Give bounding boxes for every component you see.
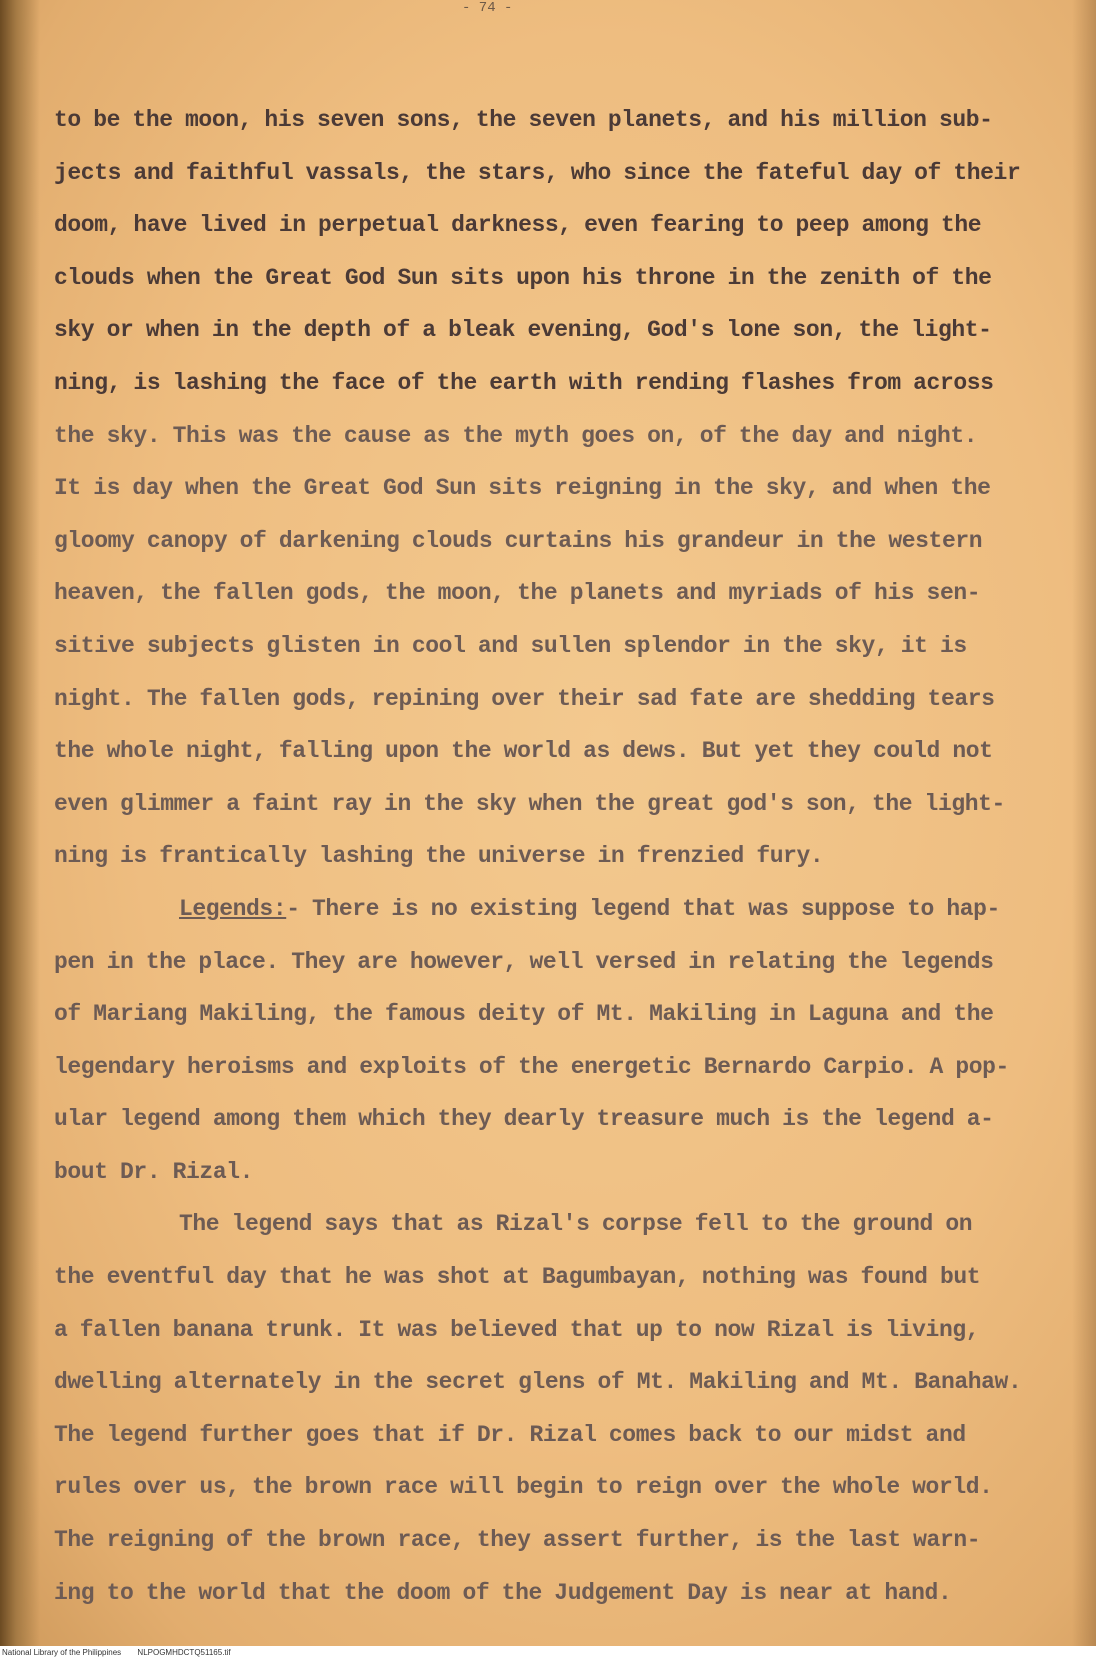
text-line: rules over us, the brown race will begin to reign over the whole world. [54,1474,993,1501]
text-line: to be the moon, his seven sons, the seven planets, and his million sub- [54,107,993,133]
text-line: clouds when the Great God Sun sits upon his throne in the zenith of the [54,264,992,291]
text-line: sitive subjects glisten in cool and sullen splendor in the sky, it is [54,632,967,659]
text-line: dwelling alternately in the secret glens of Mt. Makiling and Mt. Banahaw. [54,1369,1022,1396]
text-line: the sky. This was the cause as the myth goes on, of the day and night. [54,422,978,449]
text-line: even glimmer a faint ray in the sky when the great god's son, the light- [54,790,1005,817]
text-line: of Mariang Makiling, the famous deity of Mt. Makiling in Laguna and the [54,1001,994,1028]
text-line: doom, have lived in perpetual darkness, even fearing to peep among the [54,212,982,239]
text-line: heaven, the fallen gods, the moon, the planets and myriads of his sen- [54,580,981,607]
document-body [54,94,1054,1619]
text-line: night. The fallen gods, repining over their sad fate are shedding tears [54,685,995,712]
text-line: legendary heroisms and exploits of the energetic Bernardo Carpio. A pop- [54,1053,1009,1080]
text-line: bout Dr. Rizal. [54,1158,254,1185]
text-line: a fallen banana trunk. It was believed that up to now Rizal is living, [54,1316,980,1343]
text-line: gloomy canopy of darkening clouds curtains his grandeur in the western [54,527,983,554]
text-line: ning, is lashing the face of the earth with rending flashes from across [54,369,994,396]
legends-paragraph-start [54,883,1054,936]
page-number-mark: - 74 - [462,0,513,16]
scan-footer [0,1647,1096,1658]
text-line: the eventful day that he was shot at Bagumbayan, nothing was found but [54,1264,981,1291]
text-line: The reigning of the brown race, they assert further, is the last warn- [54,1527,981,1554]
text-line: jects and faithful vassals, the stars, who since the fateful day of their [54,159,1021,186]
text-line: ning is frantically lashing the universe in frenzied fury. [54,843,824,870]
footer-file-code: NLPOGMHDCTQ51165.tif [137,1648,231,1657]
text-line: The legend further goes that if Dr. Rizal comes back to our midst and [54,1421,966,1448]
text-line: It is day when the Great God Sun sits reigning in the sky, and when the [54,475,991,502]
text-line: sky or when in the depth of a bleak evening, God's lone son, the light- [54,317,992,344]
text-line: - There is no existing legend that was suppose to hap- [286,895,1000,922]
text-line: the whole night, falling upon the world as dews. But yet they could not [54,738,993,765]
footer-institution: National Library of the Philippines [2,1648,122,1657]
text-line: ular legend among them which they dearly treasure much is the legend a- [54,1106,994,1133]
text-line: pen in the place. They are however, well versed in relating the legends [54,948,994,975]
text-line: ing to the world that the doom of the Judgement Day is near at hand. [54,1579,952,1606]
legends-heading: Legends: [179,895,287,922]
text-line: The legend says that as Rizal's corpse fell to the ground on [179,1211,973,1238]
